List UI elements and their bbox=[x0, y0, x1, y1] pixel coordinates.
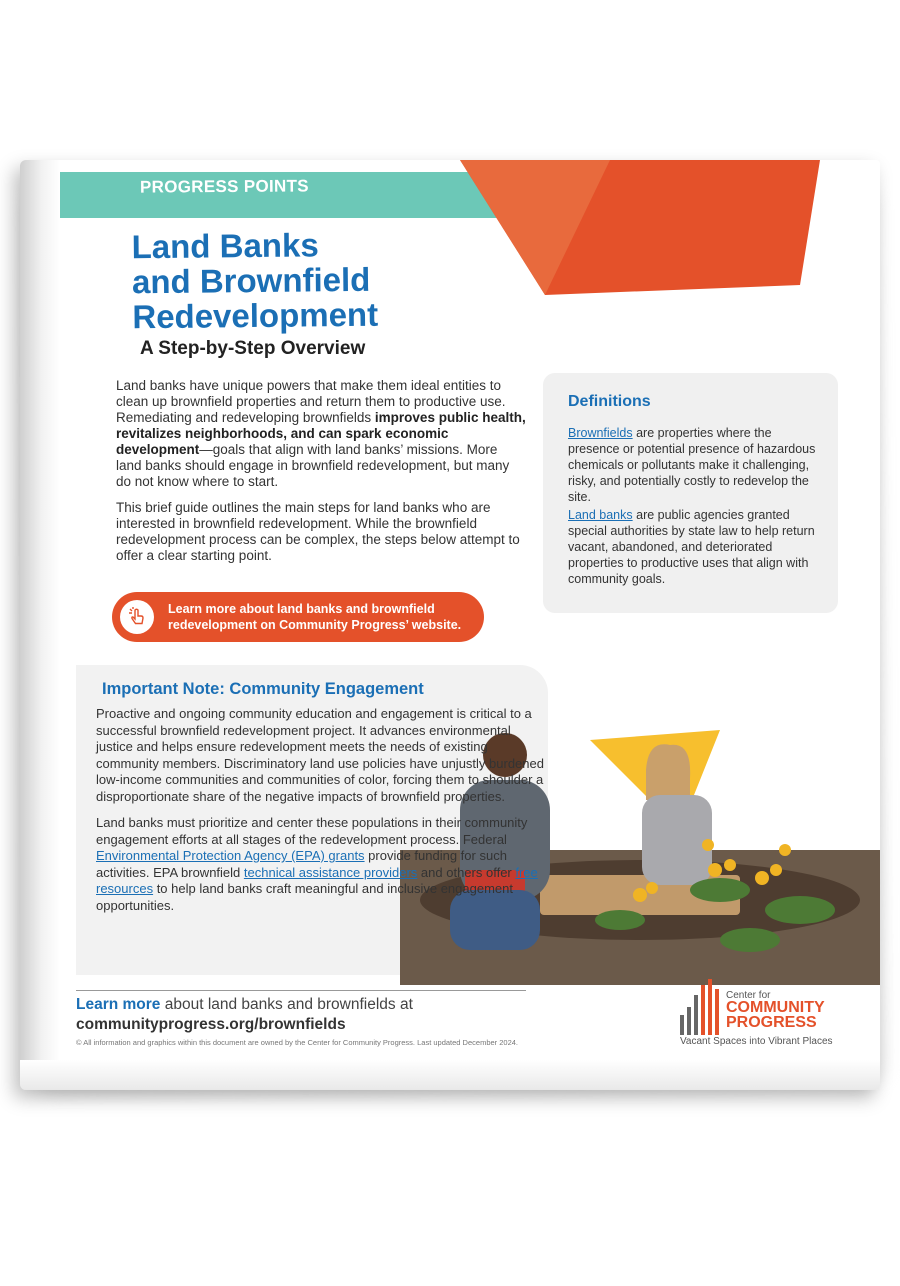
brochure-spine bbox=[20, 160, 60, 1090]
community-engagement-heading: Important Note: Community Engagement bbox=[102, 680, 424, 698]
free-resources-link[interactable]: free resources bbox=[96, 864, 538, 896]
pointer-click-icon bbox=[120, 600, 154, 634]
logo-progress: PROGRESS bbox=[726, 1014, 817, 1031]
orange-ribbon-graphic bbox=[450, 160, 880, 300]
intro-p1-bold: improves public health, revitalizes neighborhoods, and can spark economic development bbox=[116, 410, 526, 457]
cta-label bbox=[168, 601, 461, 633]
community-engagement-body bbox=[96, 706, 546, 924]
note-paragraph-1: Proactive and ongoing community education and engagement is critical to a successful brownfield redevelopment project. It advances environmental justice and helps ensure redevelopment meets the needs of existing community members. Discriminatory land use policies have unjustly burdened low-income communities and communities of color, forcing them to shoulder a disproportionate share of the negative impacts of brownfield properties. bbox=[96, 706, 544, 804]
title-line-1: Land Banks bbox=[131, 226, 319, 266]
cta-line-2: redevelopment on Community Progress’ website. bbox=[168, 618, 462, 632]
page-title bbox=[131, 227, 378, 335]
footer-learn-bold: Learn more bbox=[76, 996, 161, 1013]
learn-more-cta-button[interactable] bbox=[112, 592, 484, 642]
note-p2-part-b: provide funding for such activities. EPA brownfield bbox=[96, 848, 507, 880]
footer-url-link[interactable]: communityprogress.org/brownfields bbox=[76, 1016, 346, 1033]
intro-paragraph-1 bbox=[116, 378, 526, 490]
brownfields-link[interactable]: Brownfields bbox=[568, 426, 633, 440]
technical-assistance-link[interactable]: technical assistance providers bbox=[243, 864, 418, 880]
land-banks-text: are public agencies granted special authorities by state law to help return vacant, abandoned, and deteriorated properties to productive uses that align with community goals. bbox=[568, 508, 815, 586]
footer-learn-more bbox=[76, 996, 413, 1014]
note-p2-part-a: Land banks must prioritize and center these populations in their community engagement efforts at all stages of the redevelopment process. Federal bbox=[96, 815, 528, 847]
copyright-notice: © All information and graphics within this document are owned by the Center for Community Progress. Last updated December 2024. bbox=[76, 1038, 519, 1047]
note-p2-part-d: to help land banks craft meaningful and inclusive engagement opportunities. bbox=[96, 881, 513, 913]
title-line-3: Redevelopment bbox=[132, 295, 379, 336]
brochure-page bbox=[20, 160, 880, 1090]
page-subtitle: A Step-by-Step Overview bbox=[140, 338, 366, 359]
logo-center-for: Center for bbox=[726, 990, 771, 1001]
definition-land-banks bbox=[568, 507, 818, 587]
intro-p1-end: —goals that align with land banks’ missions. More land banks should engage in brownfield redevelopment, but many do not know where to start. bbox=[116, 442, 510, 489]
logo-tagline: Vacant Spaces into Vibrant Places bbox=[680, 1036, 833, 1047]
banner-label: PROGRESS POINTS bbox=[139, 176, 309, 197]
footer-divider bbox=[76, 990, 526, 991]
footer-learn-rest: about land banks and brownfields at bbox=[160, 996, 413, 1013]
note-paragraph-2 bbox=[96, 815, 546, 914]
intro-p1-start: Land banks have unique powers that make them ideal entities to clean up brownfield properties and return them to productive use. Remediating and redeveloping brownfields bbox=[116, 378, 506, 425]
intro-section bbox=[116, 378, 526, 574]
land-banks-link[interactable]: Land banks bbox=[568, 508, 633, 522]
note-p2-part-c: and others offer bbox=[417, 864, 516, 880]
definitions-box bbox=[543, 373, 838, 613]
logo-community: COMMUNITY bbox=[726, 999, 825, 1016]
title-line-2: and Brownfield bbox=[131, 260, 371, 301]
definitions-heading: Definitions bbox=[568, 393, 651, 410]
definition-brownfields bbox=[568, 425, 818, 505]
intro-paragraph-2: This brief guide outlines the main steps for land banks who are interested in brownfield redevelopment. While the brownfield redevelopment process can be complex, the steps below attempt to offer a clear starting point. bbox=[116, 500, 520, 563]
brownfields-text: are properties where the presence or potential presence of hazardous chemicals or pollutants make it challenging, risky, and potentially costly to redevelop the site. bbox=[568, 426, 816, 504]
logo-wordmark bbox=[726, 1000, 825, 1030]
page-bottom-curl bbox=[20, 1060, 880, 1090]
cta-line-1: Learn more about land banks and brownfield bbox=[168, 602, 435, 616]
community-progress-logo-icon bbox=[680, 975, 724, 1037]
epa-grants-link[interactable]: Environmental Protection Agency (EPA) grants bbox=[96, 848, 365, 863]
